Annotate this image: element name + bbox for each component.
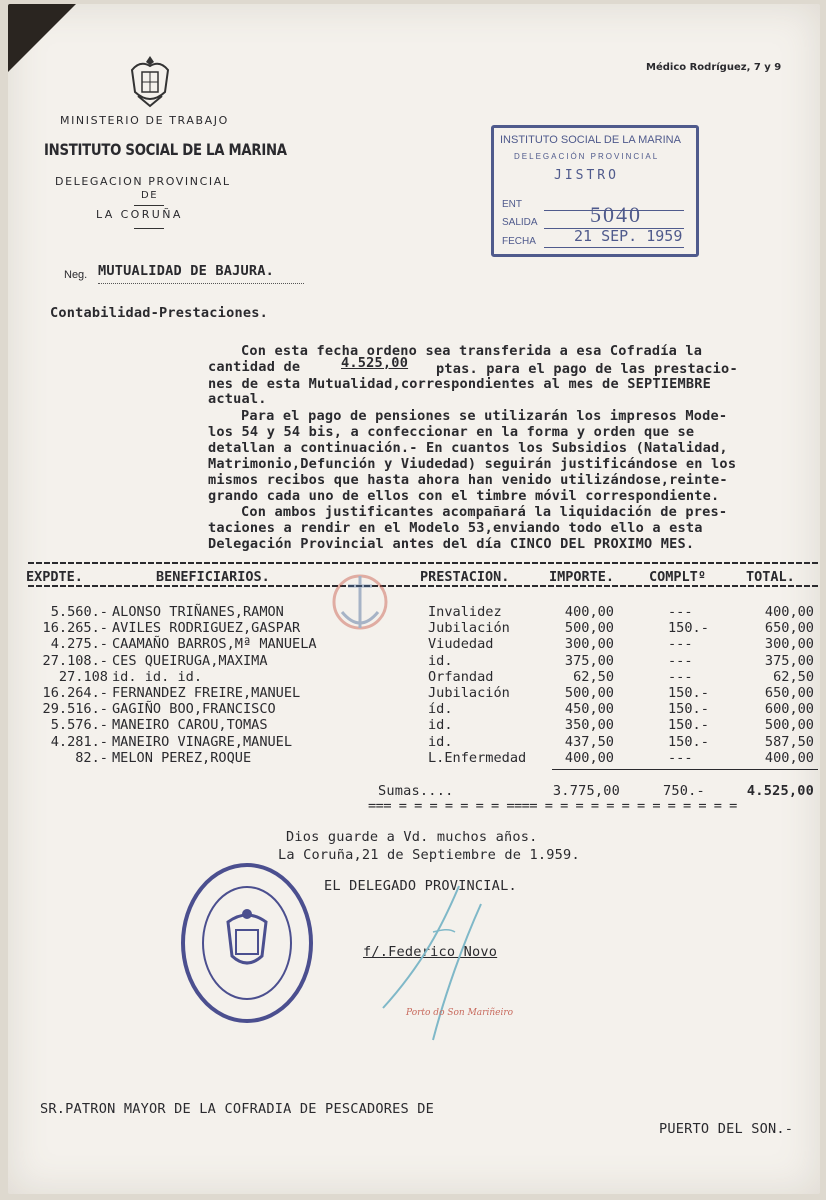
recipient: SR.PATRON MAYOR DE LA COFRADIA DE PESCADORES DE: [40, 1101, 435, 1117]
body-line: Matrimonio,Defunción y Viudedad) seguirán justificándose en los: [208, 456, 737, 472]
stamp-entrada-label: ENT: [502, 199, 522, 210]
row-complemento: ---: [668, 749, 693, 766]
row-expediente: 5.560.-: [50, 604, 108, 620]
stamp-institute: INSTITUTO SOCIAL DE LA MARINA: [500, 134, 681, 146]
header-rule: [134, 205, 164, 206]
row-total: 400,00: [764, 749, 814, 766]
closing-firma: f/.Federico Novo: [363, 944, 498, 960]
row-importe: 450,00: [564, 701, 614, 718]
neg-value: MUTUALIDAD DE BAJURA.: [98, 263, 275, 279]
amount-inline: 4.525,00: [341, 355, 409, 371]
row-prestacion: Jubilación: [428, 685, 510, 701]
row-prestacion: Orfandad: [428, 668, 494, 685]
col-header-total: TOTAL.: [746, 569, 795, 585]
row-total: 650,00: [764, 620, 814, 637]
row-beneficiario: id. id. id.: [112, 668, 203, 685]
body-line: nes de esta Mutualidad,correspondientes al mes de SEPTIEMBRE: [208, 376, 712, 392]
eagle-crest-icon: [128, 52, 172, 110]
row-expediente: 27.108: [58, 668, 108, 685]
row-expediente: 4.275.-: [50, 636, 108, 653]
row-expediente: 29.516.-: [42, 701, 108, 718]
closing-greeting: Dios guarde a Vd. muchos años.: [286, 829, 538, 845]
table-rule-top: [28, 562, 820, 564]
stamp-registry: JISTRO: [554, 168, 619, 183]
col-header-expediente: EXPDTE.: [26, 569, 83, 585]
col-header-beneficiarios: BENEFICIARIOS.: [156, 569, 270, 585]
row-importe: 437,50: [564, 733, 614, 750]
body-line: ptas. para el pago de las prestacio-: [436, 361, 738, 377]
row-importe: 400,00: [564, 604, 614, 620]
stamp-delegation: DELEGACIÓN PROVINCIAL: [514, 152, 660, 161]
row-prestacion: Invalidez: [428, 604, 502, 620]
row-expediente: 82.-: [75, 749, 108, 766]
sum-rule: [552, 769, 818, 770]
neg-label: Neg.: [64, 269, 88, 281]
row-complemento: 150.-: [668, 701, 709, 718]
row-beneficiario: MANEIRO CAROU,TOMAS: [112, 717, 268, 734]
watermark-text: Porto do Son Mariñeiro: [406, 1008, 514, 1018]
stamp-salida-label: SALIDA: [502, 217, 538, 228]
row-beneficiario: GAGIÑO BOO,FRANCISCO: [112, 701, 276, 718]
row-complemento: ---: [668, 652, 693, 669]
stamp-salida-number: 5040: [590, 202, 642, 227]
row-prestacion: id.: [428, 733, 453, 750]
row-beneficiario: AVILES RODRIGUEZ,GASPAR: [112, 620, 301, 637]
col-header-prestacion: PRESTACION.: [420, 569, 510, 585]
sums-label: Sumas....: [378, 783, 454, 799]
delegation-city: LA CORUÑA: [96, 208, 183, 221]
col-header-complemento: COMPLTº: [649, 569, 706, 585]
stamp-fecha-label: FECHA: [502, 236, 536, 247]
delegation-de: DE: [141, 190, 159, 201]
registry-stamp: [491, 125, 699, 257]
signature-icon: [363, 884, 513, 1044]
header-rule: [134, 228, 164, 229]
table-rule-header: [28, 585, 820, 587]
row-beneficiario: MANEIRO VINAGRE,MANUEL: [112, 733, 293, 750]
sums-complemento: 750.-: [663, 783, 705, 799]
row-importe: 350,00: [564, 717, 614, 734]
row-expediente: 4.281.-: [50, 733, 108, 750]
row-total: 300,00: [764, 636, 814, 653]
row-importe: 62,50: [573, 668, 614, 685]
row-complemento: ---: [668, 636, 693, 653]
delegation-name: DELEGACION PROVINCIAL: [55, 175, 231, 188]
body-line: detallan a continuación.- En cuantos los Subsidios (Natalidad,: [208, 440, 728, 456]
body-line: actual.: [208, 391, 267, 407]
row-importe: 400,00: [564, 749, 614, 766]
col-header-importe: IMPORTE.: [549, 569, 615, 585]
row-prestacion: id.: [428, 717, 453, 734]
body-line: grando cada uno de ellos con el timbre móvil correspondiente.: [208, 488, 720, 504]
row-total: 587,50: [764, 733, 814, 750]
neg-underline: [98, 283, 304, 284]
row-importe: 375,00: [564, 652, 614, 669]
row-complemento: 150.-: [668, 620, 709, 637]
recipient-place: PUERTO DEL SON.-: [659, 1121, 794, 1137]
address: Médico Rodríguez, 7 y 9: [646, 62, 782, 73]
body-line: mismos recibos que hasta ahora han venido utilizándose,reinte-: [208, 472, 728, 488]
row-total: 650,00: [764, 685, 814, 701]
ministry-name: MINISTERIO DE TRABAJO: [60, 114, 229, 127]
row-total: 600,00: [764, 701, 814, 718]
institute-name: INSTITUTO SOCIAL DE LA MARINA: [44, 140, 287, 159]
row-complemento: ---: [668, 604, 693, 620]
body-line: Con esta fecha ordeno sea transferida a esa Cofradía la: [241, 343, 703, 359]
row-beneficiario: FERNANDEZ FREIRE,MANUEL: [112, 685, 301, 701]
body-line: Delegación Provincial antes del día CINCO DEL PROXIMO MES.: [208, 536, 695, 552]
row-complemento: 150.-: [668, 685, 709, 701]
row-expediente: 5.576.-: [50, 717, 108, 734]
row-total: 375,00: [764, 652, 814, 669]
body-line: Para el pago de pensiones se utilizarán los impresos Mode-: [241, 408, 728, 424]
sums-double-rule: === = = = = = = = ==== = = = = = = = = = = = = =: [368, 798, 737, 814]
folded-corner: [8, 4, 80, 80]
closing-delegado: EL DELEGADO PROVINCIAL.: [324, 878, 517, 894]
anchor-watermark-icon: [330, 566, 390, 644]
row-importe: 500,00: [564, 620, 614, 637]
row-expediente: 16.264.-: [42, 685, 108, 701]
body-line: cantidad de: [208, 359, 301, 375]
row-beneficiario: CAAMAÑO BARROS,Mª MANUELA: [112, 636, 317, 653]
body-line: taciones a rendir en el Modelo 53,enviando todo ello a esta: [208, 520, 703, 536]
row-expediente: 16.265.-: [42, 620, 108, 637]
row-importe: 500,00: [564, 685, 614, 701]
row-prestacion: id.: [428, 652, 453, 669]
row-importe: 300,00: [564, 636, 614, 653]
row-complemento: ---: [668, 668, 693, 685]
row-total: 500,00: [764, 717, 814, 734]
sums-importe: 3.775,00: [552, 783, 620, 799]
body-line: Con ambos justificantes acompañará la liquidación de pres-: [241, 504, 728, 520]
row-prestacion: L.Enfermedad: [428, 749, 527, 766]
row-prestacion: Viudedad: [428, 636, 494, 653]
row-total: 62,50: [773, 668, 814, 685]
sums-total: 4.525,00: [746, 783, 814, 799]
row-complemento: 150.-: [668, 717, 709, 734]
body-line: los 54 y 54 bis, a confeccionar en la forma y orden que se: [208, 424, 695, 440]
row-beneficiario: CES QUEIRUGA,MAXIMA: [112, 652, 268, 669]
closing-place-date: La Coruña,21 de Septiembre de 1.959.: [278, 847, 580, 863]
ministry-seal-icon: [178, 860, 316, 1026]
row-prestacion: íd.: [428, 701, 453, 718]
row-expediente: 27.108.-: [42, 652, 108, 669]
stamp-date: 21 SEP. 1959: [574, 227, 683, 245]
row-beneficiario: ALONSO TRIÑANES,RAMON: [112, 604, 284, 620]
row-beneficiario: MELON PEREZ,ROQUE: [112, 749, 252, 766]
subject-line: Contabilidad-Prestaciones.: [50, 305, 268, 321]
row-prestacion: Jubilación: [428, 620, 510, 637]
row-total: 400,00: [764, 604, 814, 620]
row-complemento: 150.-: [668, 733, 709, 750]
document-page: [8, 4, 820, 1194]
